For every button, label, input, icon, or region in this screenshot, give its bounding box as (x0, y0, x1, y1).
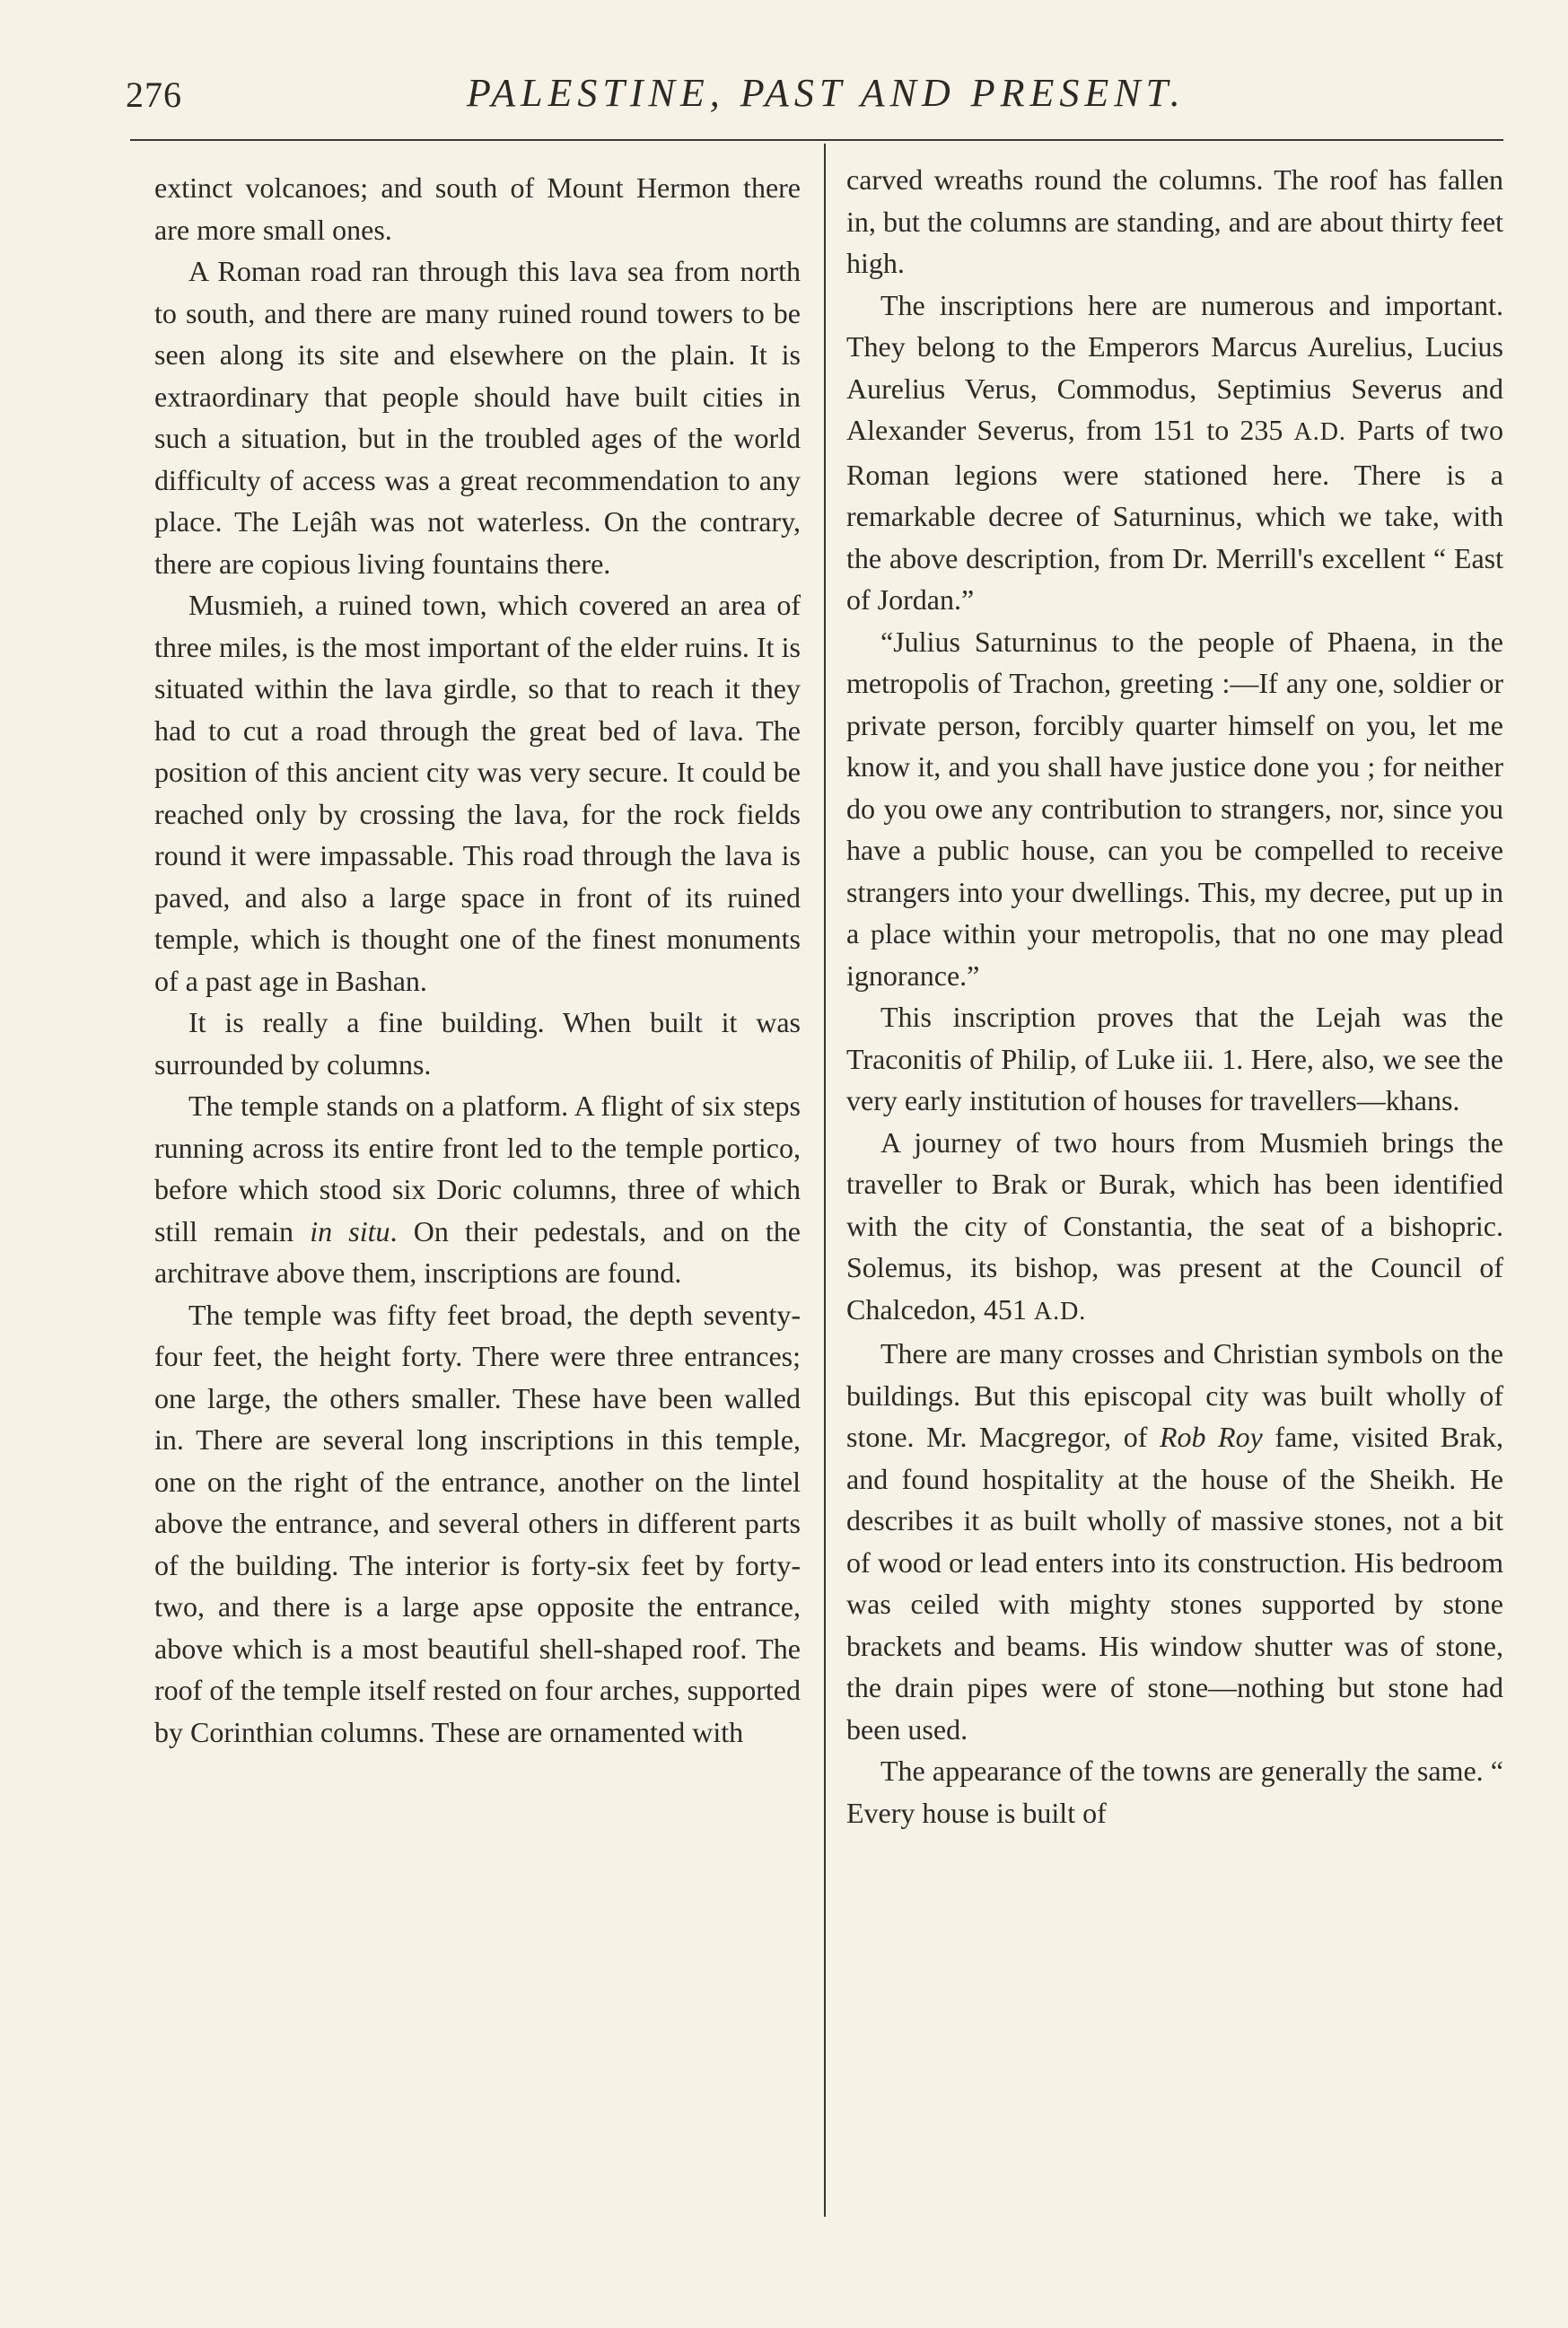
era-abbreviation: A.D. (1293, 418, 1346, 446)
paragraph: This inscription proves that the Lejah was the Traconitis of Philip, of Luke iii. 1. Here, also, we see the very early institution of houses for travellers—khans. (846, 1001, 1503, 1116)
paragraph: The appearance of the towns are generally the same. “ Every house is built of (846, 1755, 1503, 1829)
italic-phrase: Rob Roy (1159, 1421, 1263, 1453)
paragraph-text: The inscriptions here are numerous and important. They belong to the Emperors Marcus Aurelius, Lucius Aurelius Verus, Commodus, Septimius Severus and Alexander Severus, from 151 to 235 (846, 288, 1503, 446)
paragraph: A Roman road ran through this lava sea from north to south, and there are many ruined round towers to be seen along its site and elsewhere on the plain. It is extraordinary that people should have built cities in such a situation, but in the troubled ages of the world difficulty of access was a great recommendation to any place. The Lejâh was not waterless. On the contrary, there are copious living fountains there. (154, 255, 801, 580)
paragraph: “Julius Saturninus to the people of Phaena, in the metropolis of Trachon, greeting :—If any one, soldier or private person, forcibly quarter himself on you, let me know it, and you shall have justice done you ; for neither do you owe any contribution to strangers, nor, since you have a public house, can you be compelled to receive strangers into your dwellings. This, my decree, put up in a place within your metropolis, that no one may plead ignorance.” (846, 625, 1503, 992)
era-abbreviation: A.D. (1033, 1297, 1087, 1326)
paragraph: carved wreaths round the columns. The roof has fallen in, but the columns are standing, and are about thirty feet high. (846, 163, 1503, 279)
left-column (154, 167, 801, 1753)
header-rule (130, 139, 1503, 141)
paragraph: Musmieh, a ruined town, which covered an area of three miles, is the most important of the elder ruins. It is situated within the lava girdle, so that to reach it they had to cut a road through the great bed of lava. The position of this ancient city was very secure. It could be reached only by crossing the lava, for the rock fields round it were impassable. This road through the lava is paved, and also a large space in front of its ruined temple, which is thought one of the finest monuments of a past age in Bashan. (154, 589, 801, 997)
column-divider (824, 144, 826, 2217)
paragraph (154, 1085, 801, 1294)
paragraph-text: A journey of two hours from Musmieh brings the traveller to Brak or Burak, which has been identified with the city of Constantia, the seat of a bishopric. Solemus, its bishop, was present at the Council of Chalcedon, 451 (846, 1125, 1503, 1326)
page-header (126, 65, 1499, 127)
paragraph: extinct volcanoes; and south of Mount Hermon there are more small ones. (154, 171, 801, 246)
paragraph (846, 1122, 1503, 1334)
paragraph-text: fame, visited Brak, and found hospitality at the house of the Sheikh. He describes it as built wholly of massive stones, not a bit of wood or lead enters into its construction. His bedroom was ceiled with mighty stones supported by stone brackets and beams. His window shutter was of stone, the drain pipes were of stone—nothing but stone had been used. (846, 1421, 1504, 1746)
paragraph: The temple was fifty feet broad, the depth seventy-four feet, the height forty. There were three entrances; one large, the others smaller. These have been walled in. There are several long inscriptions in this temple, one on the right of the entrance, another on the lintel above the entrance, and several others in different parts of the building. The interior is forty-six feet by forty-two, and there is a large apse opposite the entrance, above which is a most beautiful shell-shaped roof. The roof of the temple itself rested on four arches, supported by Corinthian columns. These are ornamented with (154, 1298, 801, 1748)
paragraph-text: The temple stands on a platform. A flight of six steps running across its entire front led to the temple portico, before which stood six Doric columns, three of which still remain (154, 1090, 801, 1247)
paragraph-text: There are many crosses and Christian symbols on the buildings. But this episcopal city was built wholly of stone. Mr. Macgregor, of (846, 1337, 1503, 1453)
paragraph-text: Parts of two Roman legions were stationed here. There is a remarkable decree of Saturninus, which we take, with the above description, from Dr. Merrill's excellent “ East of Jordan.” (846, 414, 1504, 616)
paragraph (846, 1333, 1503, 1750)
page-number: 276 (126, 74, 182, 115)
paragraph (846, 284, 1503, 621)
right-column (846, 159, 1503, 1834)
italic-phrase: in situ (310, 1214, 390, 1247)
paragraph: It is really a fine building. When built it was surrounded by columns. (154, 1006, 801, 1081)
paragraph-text: . On their pedestals, and on the architrave above them, inscriptions are found. (154, 1214, 802, 1289)
running-title: PALESTINE, PAST AND PRESENT. (467, 71, 1186, 115)
